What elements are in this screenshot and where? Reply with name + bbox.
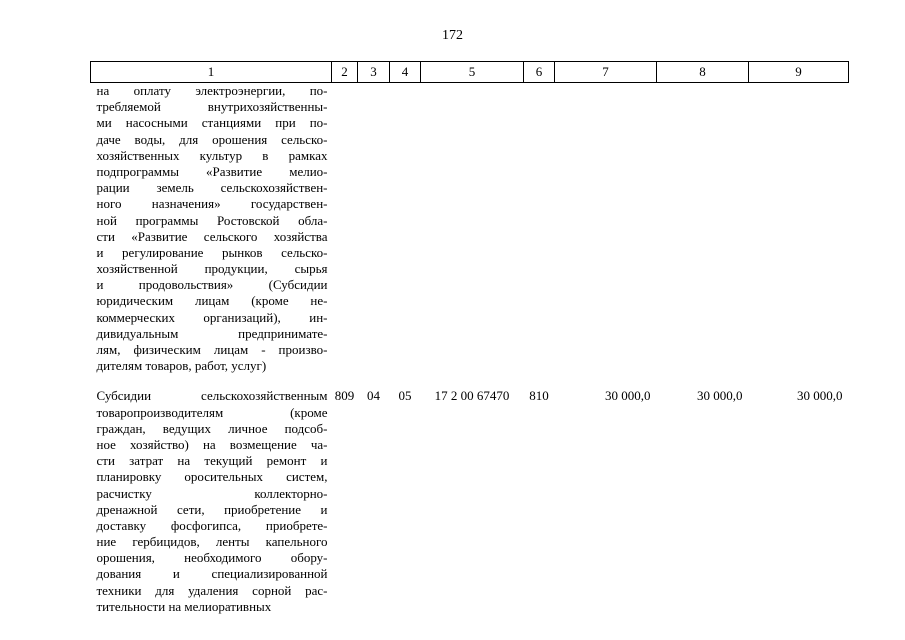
header-col-9: 9 [749,62,849,83]
cell-col-5: 17 2 00 67470 [434,388,510,404]
cell-col-6 [524,83,555,375]
cell-col-2: 809 [334,388,355,404]
row-description [91,83,332,375]
description-line: орошения, необходимого обору- [96,550,328,566]
description-line: доставку фосфогипса, приобрете- [96,517,328,533]
description-line: требляемой внутрихозяйственны- [96,99,328,115]
description-line: и регулирование рынков сельско- [96,244,328,260]
description-line: расчистку коллекторно- [96,485,328,501]
description-line: граждан, ведущих личное подсоб- [96,420,328,436]
description-line: ние гербицидов, ленты капельного [96,534,328,550]
budget-table [90,61,849,615]
description-line: ное хозяйство) на возмещение ча- [96,436,328,452]
header-col-4: 4 [390,62,421,83]
description-line: ной программы Ростовской обла- [96,212,328,228]
page-number: 172 [442,28,463,43]
description-line: даче воды, для орошения сельско- [96,131,328,147]
description-line: сти затрат на текущий ремонт и [96,453,328,469]
description-line: тительности на мелиоративных [96,598,272,614]
description-line: техники для удаления сорной рас- [96,582,328,598]
cell-col-5 [421,83,524,375]
description-line: рации земель сельскохозяйствен- [96,180,328,196]
cell-col-7 [555,83,657,375]
description-line: на оплату электроэнергии, по- [96,83,328,98]
cell-col-3: 04 [367,388,380,404]
description-line: юридическим лицам (кроме не- [96,293,328,309]
description-line: сти «Развитие сельского хозяйства [96,228,328,244]
description-line: хозяйственных культур в рамках [96,147,328,163]
row-spacer [91,374,849,388]
description-line: хозяйственной продукции, сырья [96,261,328,277]
header-col-2: 2 [332,62,358,83]
cell-col-4: 05 [398,388,412,404]
header-col-3: 3 [358,62,390,83]
description-line: товаропроизводителям (кроме [96,404,328,420]
row-description [91,388,332,615]
cell-col-9 [749,83,849,375]
cell-col-9: 30 000,0 [797,388,843,404]
description-line: Субсидии сельскохозяйственным [96,388,328,404]
description-line: дования и специализированной [96,566,328,582]
description-line: ми насосными станциями при по- [96,115,328,131]
table-header-row [91,62,849,83]
cell-col-4 [390,83,421,375]
cell-col-2 [332,83,358,375]
header-col-5: 5 [421,62,524,83]
description-line: подпрограммы «Развитие мелио- [96,163,328,179]
description-line: и продовольствия» (Субсидии [96,277,328,293]
table-row [91,83,849,375]
description-line: дителям товаров, работ, услуг) [96,358,267,374]
cell-col-3 [358,83,390,375]
cell-col-8: 30 000,0 [697,388,743,404]
description-line: лям, физическим лицам - произво- [96,342,328,357]
description-line: ного назначения» государствен- [96,196,328,212]
header-col-8: 8 [657,62,749,83]
header-col-7: 7 [555,62,657,83]
description-line: планировку оросительных систем, [96,469,328,485]
header-col-1: 1 [91,62,332,83]
description-line: дренажной сети, приобретение и [96,501,328,517]
description-line: коммерческих организаций), ин- [96,309,328,325]
cell-col-6: 810 [529,388,549,404]
table-row [91,388,849,615]
description-line: дивидуальным предпринимате- [96,325,328,341]
header-col-6: 6 [524,62,555,83]
cell-col-7: 30 000,0 [605,388,651,404]
cell-col-8 [657,83,749,375]
